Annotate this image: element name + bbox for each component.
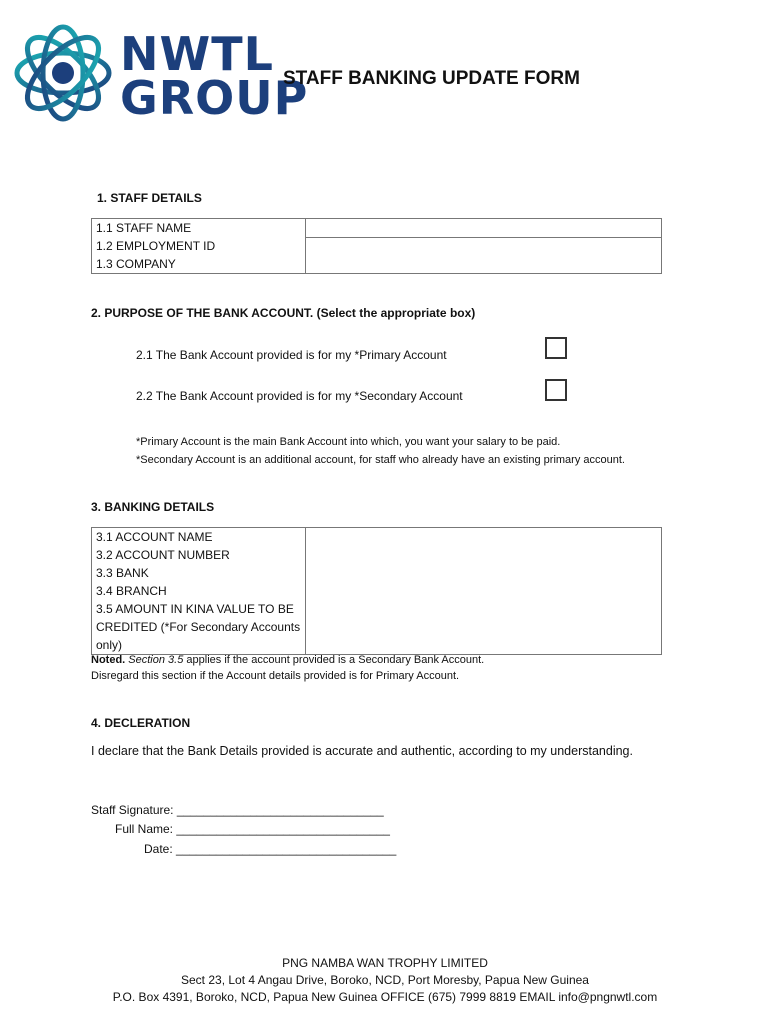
section-purpose-heading: 2. PURPOSE OF THE BANK ACCOUNT. (Select the appropriate box) bbox=[91, 306, 476, 320]
label-branch: 3.4 BRANCH bbox=[96, 584, 167, 598]
noted-text: applies if the account provided is a Secondary Bank Account. bbox=[183, 654, 485, 666]
footer-contact: P.O. Box 4391, Boroko, NCD, Papua New Guinea OFFICE (675) 7999 8819 EMAIL info@pngnwtl.com bbox=[112, 990, 658, 1004]
noted-section-ref: Section 3.5 bbox=[128, 654, 184, 666]
label-amount-line2: CREDITED (*For Secondary Accounts bbox=[96, 620, 301, 634]
banking-details-field[interactable] bbox=[306, 528, 661, 653]
logo-emblem-icon bbox=[10, 20, 116, 126]
label-account-number: 3.2 ACCOUNT NUMBER bbox=[96, 548, 230, 562]
label-employment-id: 1.2 EMPLOYMENT ID bbox=[96, 239, 216, 253]
label-bank: 3.3 BANK bbox=[96, 566, 149, 580]
staff-details-labels bbox=[92, 219, 306, 274]
label-staff-name: 1.1 STAFF NAME bbox=[96, 221, 192, 235]
primary-account-note: *Primary Account is the main Bank Account into which, you want your salary to be paid. bbox=[136, 436, 561, 448]
label-company: 1.3 COMPANY bbox=[96, 257, 176, 271]
staff-details-values[interactable] bbox=[306, 219, 662, 274]
staff-name-field[interactable] bbox=[306, 219, 661, 238]
noted-label: Noted. bbox=[91, 654, 126, 666]
option-primary-label: 2.1 The Bank Account provided is for my *Primary Account bbox=[136, 348, 447, 362]
section-banking-heading: 3. BANKING DETAILS bbox=[91, 500, 215, 514]
secondary-account-note: *Secondary Account is an additional account, for staff who already have an existing primary account. bbox=[136, 454, 625, 466]
date-line[interactable]: Date: _________________________________ bbox=[144, 842, 397, 856]
banking-values[interactable] bbox=[306, 528, 662, 655]
declaration-text: I declare that the Bank Details provided is accurate and authentic, according to my understanding. bbox=[91, 744, 633, 758]
page-title: STAFF BANKING UPDATE FORM bbox=[283, 68, 580, 89]
label-account-name: 3.1 ACCOUNT NAME bbox=[96, 530, 213, 544]
banking-labels bbox=[92, 528, 306, 655]
label-amount-line1: 3.5 AMOUNT IN KINA VALUE TO BE bbox=[96, 602, 294, 616]
staff-details-table bbox=[91, 218, 662, 274]
noted-line bbox=[91, 652, 484, 669]
employment-company-field[interactable] bbox=[306, 238, 661, 273]
company-logo bbox=[10, 20, 309, 130]
footer-company-name: PNG NAMBA WAN TROPHY LIMITED bbox=[282, 956, 488, 970]
full-name-line[interactable]: Full Name: ________________________________ bbox=[115, 822, 390, 836]
logo-text-group: GROUP bbox=[120, 71, 309, 125]
section-declaration-heading: 4. DECLERATION bbox=[91, 716, 191, 730]
banking-details-table bbox=[91, 527, 662, 655]
staff-signature-line[interactable]: Staff Signature: _______________________________ bbox=[91, 803, 384, 817]
primary-account-checkbox[interactable] bbox=[545, 337, 567, 359]
secondary-account-checkbox[interactable] bbox=[545, 379, 567, 401]
option-secondary-label: 2.2 The Bank Account provided is for my *Secondary Account bbox=[136, 389, 463, 403]
section-staff-details-heading: 1. STAFF DETAILS bbox=[97, 191, 202, 205]
disregard-note: Disregard this section if the Account details provided is for Primary Account. bbox=[91, 670, 460, 682]
footer-address: Sect 23, Lot 4 Angau Drive, Boroko, NCD, Port Moresby, Papua New Guinea bbox=[181, 973, 589, 987]
label-amount-line3: only) bbox=[96, 638, 123, 652]
logo-text-nwtl: NWTL bbox=[120, 27, 274, 81]
